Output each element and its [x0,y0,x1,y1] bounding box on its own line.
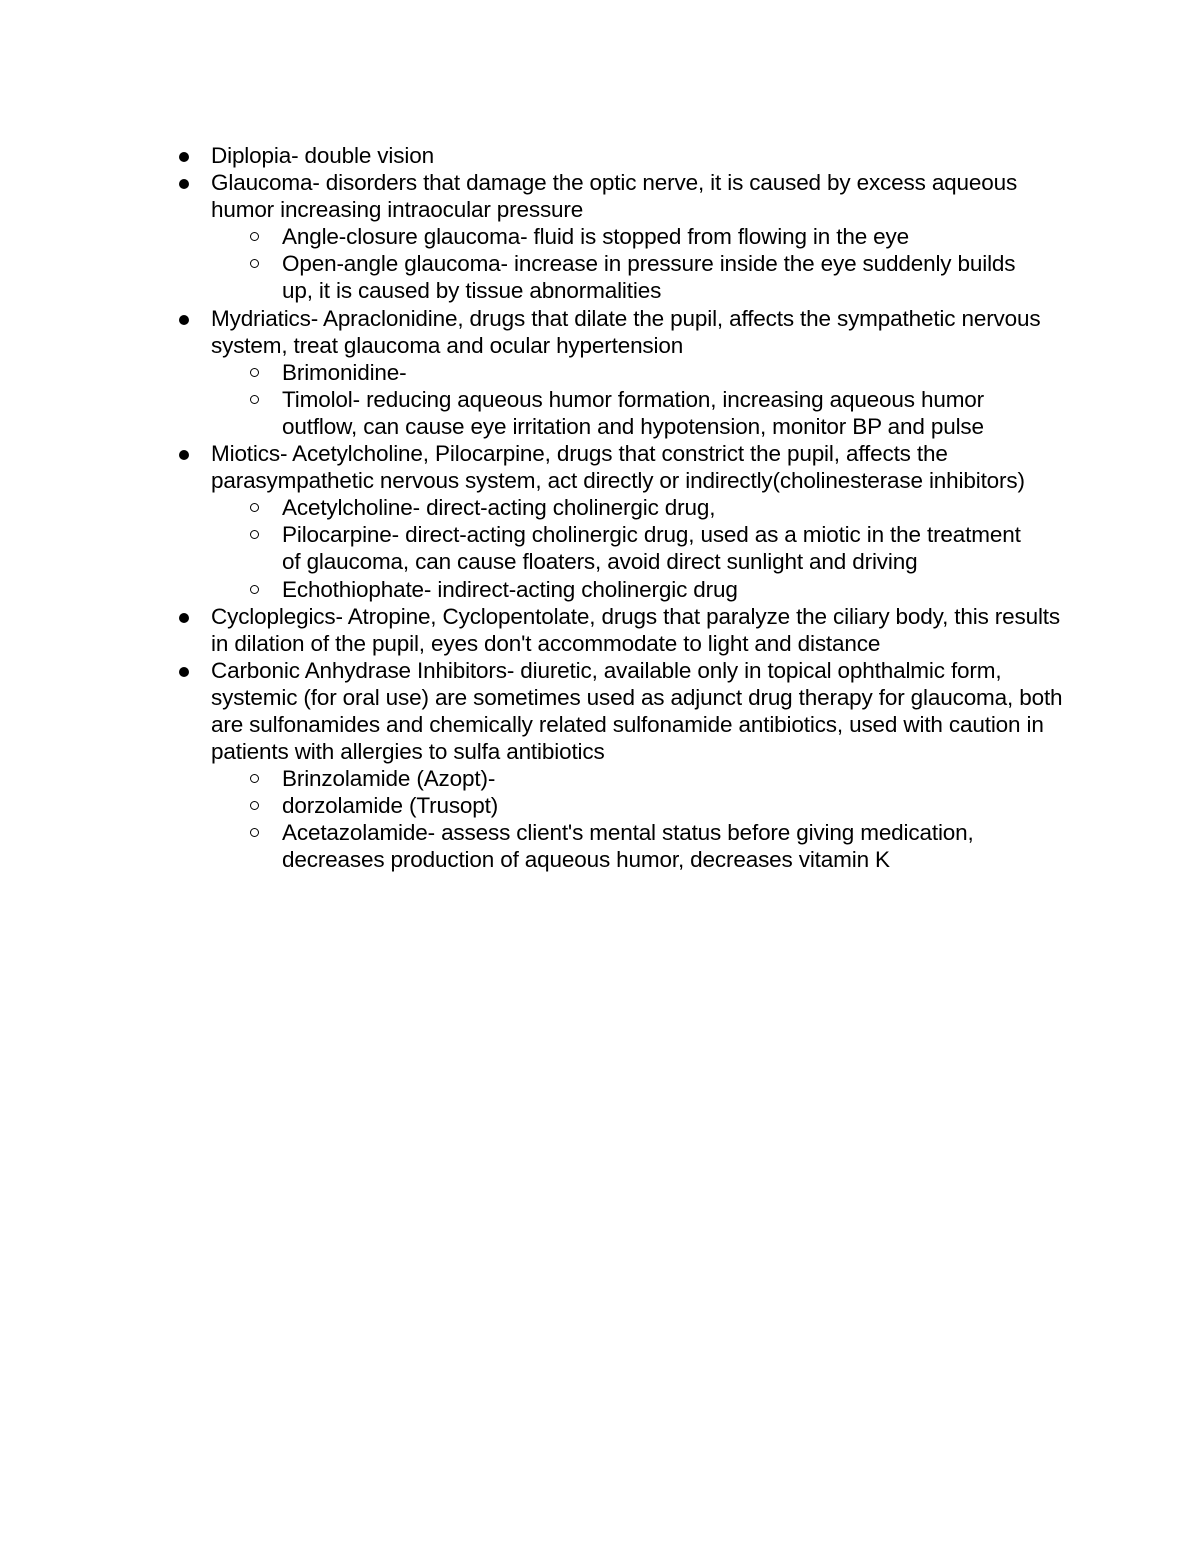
sub-list-item [0,223,1034,250]
filled-bullet-icon [179,152,189,162]
list-item-text: Glaucoma- disorders that damage the optic nerve, it is caused by excess aqueous humor increasing intraocular pressure [211,170,1018,223]
sub-list-item-text: Brimonidine- [282,359,407,385]
hollow-bullet-icon [250,530,259,539]
hollow-bullet-icon [250,503,259,512]
sub-list-item [0,792,1034,819]
list-item [0,440,1063,603]
list-item-text: Carbonic Anhydrase Inhibitors- diuretic, available only in topical ophthalmic form, systemic (for oral use) are sometimes used as adjunct drug therapy for glaucoma, both are sulfonamides and chemically related sulfonamide antibiotics, used with caution in patients with allergies to sulfa antibiotics [211,657,1063,765]
filled-bullet-icon [179,450,189,460]
sub-list-item-text: Acetylcholine- direct-acting cholinergic drug, [282,495,716,521]
list-item-text: Mydriatics- Apraclonidine, drugs that dilate the pupil, affects the sympathetic nervous system, treat glaucoma and ocular hypertension [211,305,1041,358]
hollow-bullet-icon [250,585,259,594]
sub-list-item-text: Acetazolamide- assess client's mental status before giving medication, decreases production of aqueous humor, decreases vitamin K [282,820,974,873]
hollow-bullet-icon [250,774,259,783]
filled-bullet-icon [179,179,189,189]
hollow-bullet-icon [250,395,259,404]
list-item [0,305,1063,440]
hollow-bullet-icon [250,259,259,268]
sub-list-item [0,386,1034,440]
filled-bullet-icon [179,315,189,325]
hollow-bullet-icon [250,368,259,377]
hollow-bullet-icon [250,232,259,241]
sub-list-item [0,521,1034,575]
sub-list-item [0,250,1034,304]
filled-bullet-icon [179,613,189,623]
sub-list [211,765,1063,873]
sub-list-item [0,819,1034,873]
sub-list-item [0,359,1034,386]
sub-list-item [0,494,1034,521]
sub-list-item-text: Brinzolamide (Azopt)- [282,766,496,792]
sub-list-item-text: Echothiophate- indirect-acting cholinergic drug [282,576,738,602]
sub-list-item [0,765,1034,792]
list-item-text: Cycloplegics- Atropine, Cyclopentolate, drugs that paralyze the ciliary body, this results in dilation of the pupil, eyes don't accommodate to light and distance [211,603,1061,656]
sub-list [211,494,1063,602]
sub-list-item-text: Angle-closure glaucoma- fluid is stopped from flowing in the eye [282,224,909,250]
list-item-text: Diplopia- double vision [211,143,434,168]
list-item [0,603,1063,657]
sub-list-item [0,576,1034,603]
filled-bullet-icon [179,667,189,677]
sub-list-item-text: Open-angle glaucoma- increase in pressure inside the eye suddenly builds up, it is caused by tissue abnormalities [282,251,1016,304]
sub-list [211,223,1063,304]
list-item [0,169,1063,304]
sub-list-item-text: Timolol- reducing aqueous humor formation, increasing aqueous humor outflow, can cause eye irritation and hypotension, monitor BP and pulse [282,386,984,439]
list-item [0,657,1063,874]
hollow-bullet-icon [250,828,259,837]
list-item [0,142,1063,169]
notes-list [0,142,1200,874]
sub-list-item-text: Pilocarpine- direct-acting cholinergic drug, used as a miotic in the treatment of glaucoma, can cause floaters, avoid direct sunlight and driving [282,522,1021,575]
sub-list-item-text: dorzolamide (Trusopt) [282,793,499,819]
list-item-text: Miotics- Acetylcholine, Pilocarpine, drugs that constrict the pupil, affects the parasympathetic nervous system, act directly or indirectly(cholinesterase inhibitors) [211,441,1025,494]
sub-list [211,359,1063,440]
hollow-bullet-icon [250,801,259,810]
